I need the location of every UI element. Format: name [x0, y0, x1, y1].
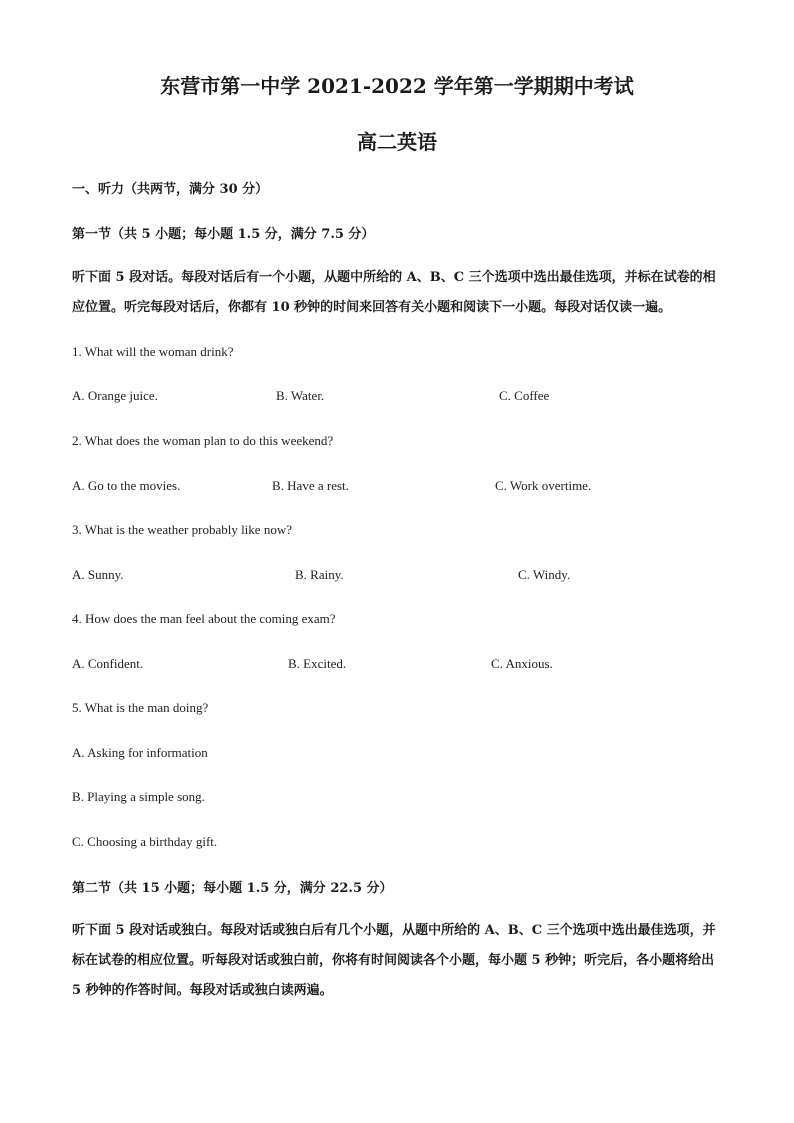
q2-option-b: B. Have a rest. — [272, 478, 349, 493]
q1-option-a: A. Orange juice. — [72, 388, 158, 403]
q5-option-b: B. Playing a simple song. — [72, 789, 205, 804]
q5-option-c: C. Choosing a birthday gift. — [72, 834, 218, 849]
q2-option-a: A. Go to the movies. — [72, 478, 181, 493]
section2-instructions: 听下面 5 段对话或独白。每段对话或独白后有几个小题，从题中所给的 A、B、C 三个选项中选出最佳选项，并标在试卷的相应位置。听每段对话或独白前，你将有时间阅读各个小题，每小题 5 秒钟；听完后，各小题将给出 5 秒钟的作答时间。每段对话或独白读两遍。 — [72, 923, 716, 998]
q4-option-c: C. Anxious. — [491, 656, 553, 671]
q5-option-a: A. Asking for information — [72, 745, 208, 760]
question-4: 4. How does the man feel about the coming exam? — [72, 611, 336, 626]
q4-option-b: B. Excited. — [288, 656, 347, 671]
question-2: 2. What does the woman plan to do this weekend? — [72, 433, 334, 448]
section1-instructions: 听下面 5 段对话。每段对话后有一个小题，从题中所给的 A、B、C 三个选项中选出最佳选项，并标在试卷的相应位置。听完每段对话后，你都有 10 秒钟的时间来回答有关小题和阅读下一小题。每段对话仅读一遍。 — [72, 270, 716, 315]
question-1: 1. What will the woman drink? — [72, 344, 234, 359]
q1-option-b: B. Water. — [276, 388, 325, 403]
question-5: 5. What is the man doing? — [72, 700, 209, 715]
section1-heading: 第一节（共 5 小题；每小题 1.5 分，满分 7.5 分） — [72, 227, 375, 242]
part1-heading: 一、听力（共两节，满分 30 分） — [72, 182, 269, 197]
section2-heading: 第二节（共 15 小题；每小题 1.5 分，满分 22.5 分） — [72, 881, 393, 896]
q3-option-c: C. Windy. — [518, 567, 571, 582]
exam-title: 东营市第一中学 2021-2022 学年第一学期期中考试 — [160, 74, 634, 98]
question-3: 3. What is the weather probably like now? — [72, 522, 292, 537]
q3-option-a: A. Sunny. — [72, 567, 124, 582]
q2-option-c: C. Work overtime. — [495, 478, 592, 493]
q4-option-a: A. Confident. — [72, 656, 144, 671]
q1-option-c: C. Coffee — [499, 388, 550, 403]
q3-option-b: B. Rainy. — [295, 567, 344, 582]
exam-subject: 高二英语 — [357, 130, 437, 154]
